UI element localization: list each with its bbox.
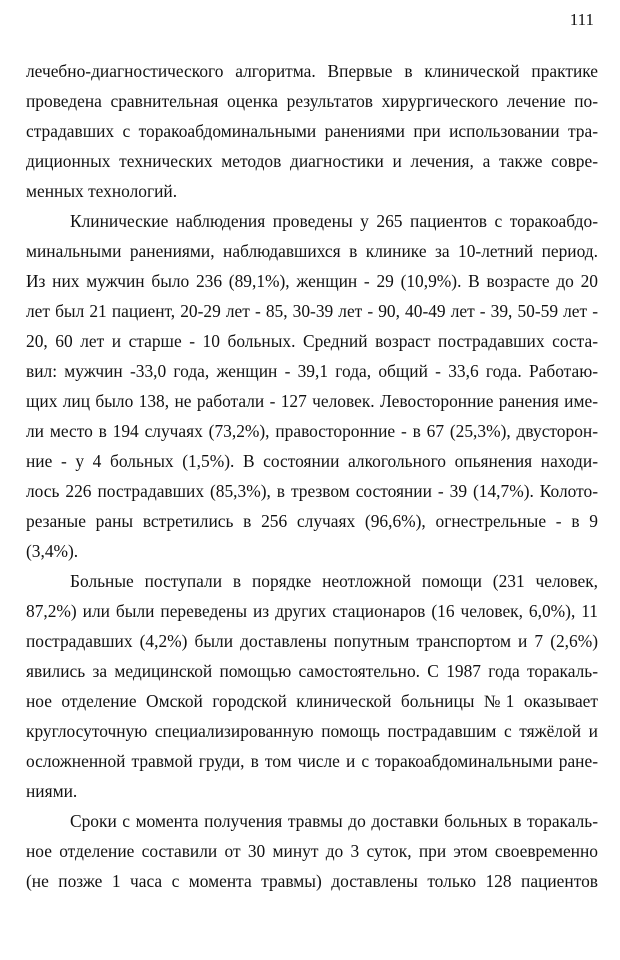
text-line: лечебно-диагностического алгоритма. Впервые в клинической практике xyxy=(26,61,598,81)
text-line: ли место в 194 случаях (73,2%), правосторонние - в 67 (25,3%), двусторон- xyxy=(26,421,598,441)
text-line: ное отделение составили от 30 минут до 3 суток, при этом своевременно xyxy=(26,841,598,861)
text-line: минальными ранениями, наблюдавшихся в клинике за 10-летний период. xyxy=(26,241,598,261)
text-line: явились за медицинской помощью самостоятельно. С 1987 года торакаль- xyxy=(26,661,598,681)
text-line: ниями. xyxy=(26,781,78,801)
text-line: проведена сравнительная оценка результатов хирургического лечение по- xyxy=(26,91,598,111)
paragraph-4 xyxy=(26,806,598,896)
text-line: ное отделение Омской городской клинической больницы №1 оказывает xyxy=(26,691,598,711)
text-line: Клинические наблюдения проведены у 265 пациентов с торакоабдо- xyxy=(70,211,598,231)
text-line: (не позже 1 часа с момента травмы) доставлены только 128 пациентов xyxy=(26,871,598,891)
text-line: пострадавших (4,2%) были доставлены попутным транспортом и 7 (2,6%) xyxy=(26,631,598,651)
text-line: Из них мужчин было 236 (89,1%), женщин - 29 (10,9%). В возрасте до 20 xyxy=(26,271,598,291)
text-line: ние - у 4 больных (1,5%). В состоянии алкогольного опьянения находи- xyxy=(26,451,598,471)
text-line: лет был 21 пациент, 20-29 лет - 85, 30-39 лет - 90, 40-49 лет - 39, 50-59 лет - xyxy=(26,301,598,321)
body-text xyxy=(26,56,598,896)
text-line: резаные раны встретились в 256 случаях (96,6%), огнестрельные - в 9 xyxy=(26,511,598,531)
paragraph-1 xyxy=(26,56,598,206)
text-line: 87,2%) или были переведены из других стационаров (16 человек, 6,0%), 11 xyxy=(26,601,598,621)
text-line: диционных технических методов диагностики и лечения, а также совре- xyxy=(26,151,598,171)
paragraph-3 xyxy=(26,566,598,806)
text-line: щих лиц было 138, не работали - 127 человек. Левосторонние ранения име- xyxy=(26,391,598,411)
text-line: менных технологий. xyxy=(26,181,178,201)
text-line: круглосуточную специализированную помощь пострадавшим с тяжёлой и xyxy=(26,721,598,741)
text-line: вил: мужчин -33,0 года, женщин - 39,1 года, общий - 33,6 года. Работаю- xyxy=(26,361,598,381)
text-line: Больные поступали в порядке неотложной помощи (231 человек, xyxy=(70,571,598,591)
text-line: Сроки с момента получения травмы до доставки больных в торакаль- xyxy=(70,811,598,831)
text-line: лось 226 пострадавших (85,3%), в трезвом состоянии - 39 (14,7%). Колото- xyxy=(26,481,598,501)
text-line: осложненной травмой груди, в том числе и с торакоабдоминальными ране- xyxy=(26,751,598,771)
text-line: (3,4%). xyxy=(26,541,79,561)
paragraph-2 xyxy=(26,206,598,566)
text-line: страдавших с торакоабдоминальными ранениями при использовании тра- xyxy=(26,121,598,141)
page-number: 111 xyxy=(569,10,594,29)
text-line: 20, 60 лет и старше - 10 больных. Средний возраст пострадавших соста- xyxy=(26,331,598,351)
